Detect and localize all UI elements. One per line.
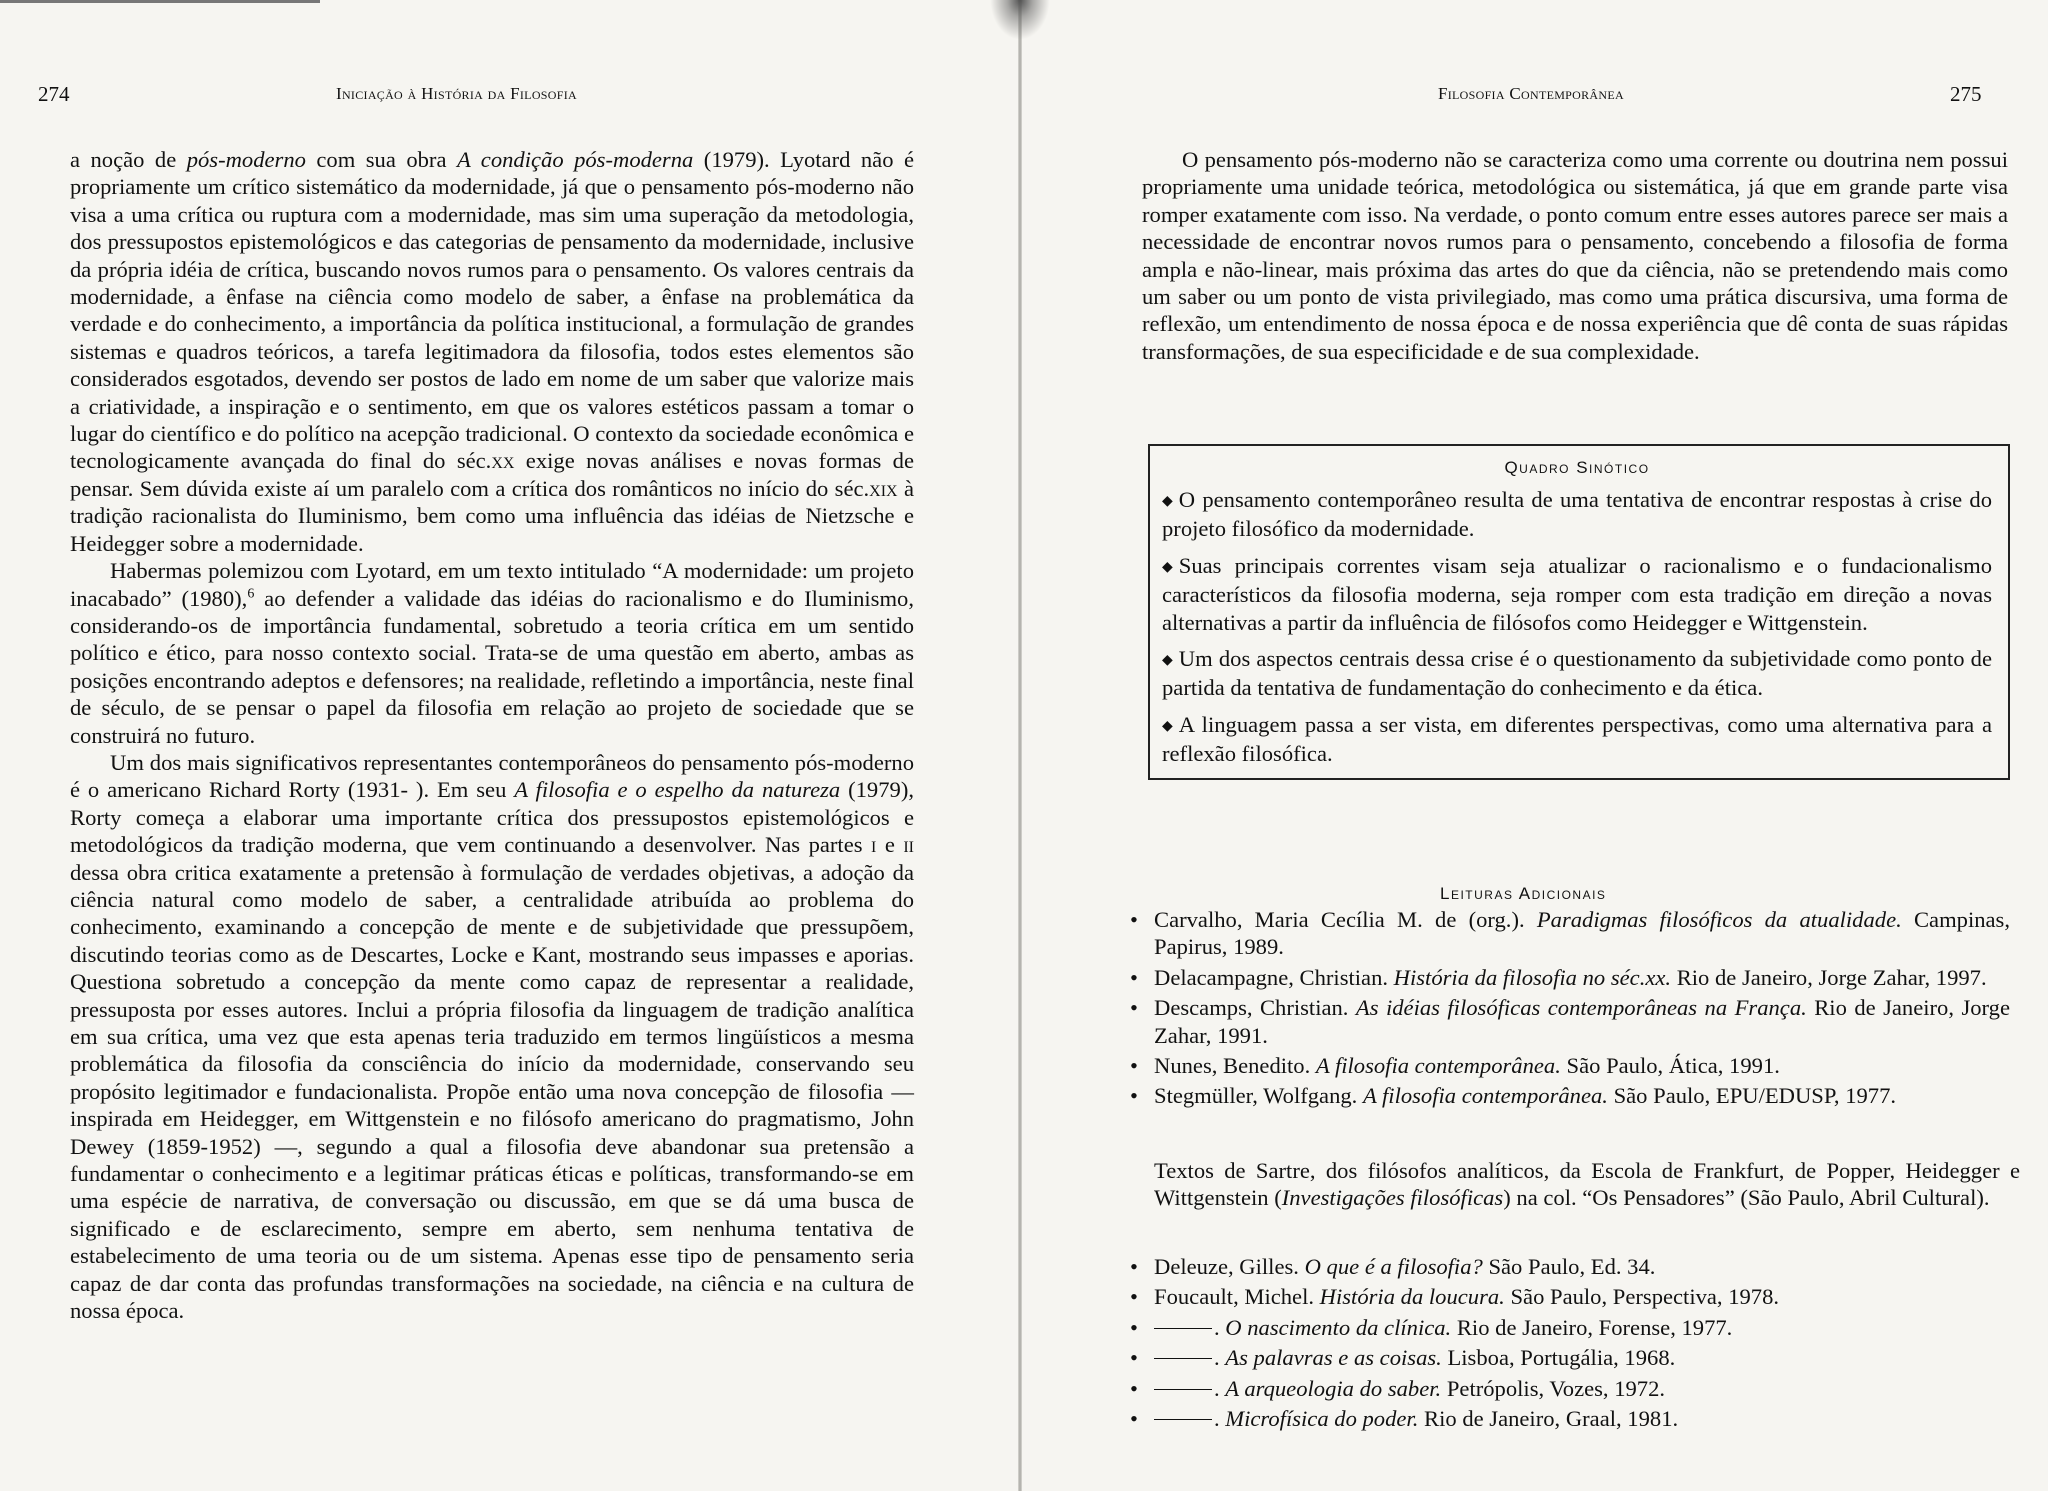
quadro-item-text: O pensamento contemporâneo resulta de uma tentativa de encontrar respostas à crise do projeto filosófico da modernidade. [1162,487,1992,542]
running-head-left: Iniciação à História da Filosofia [336,84,577,103]
body-paragraph [70,146,914,557]
reference-author: Foucault, Michel. [1154,1284,1320,1310]
body-paragraph [70,557,914,749]
quadro-item [1162,645,1992,702]
text-run: Um dos mais significativos representantes contemporâneos do pensamento pós-moderno é o americano Richard Rorty (1931- ). Em seu [70,749,914,803]
reference-item [1130,1314,2010,1341]
bullet-icon: • [1130,1375,1138,1401]
reference-item [1130,1253,2010,1280]
reference-item [1130,994,2010,1049]
reference-publisher: Rio de Janeiro, Jorge Zahar, 1991. [1154,995,2010,1048]
page-number-right: 275 [1950,82,1982,106]
text-run: Habermas polemizou com Lyotard, em um texto intitulado “A modernidade: um projeto inacabado” (1980), [70,558,914,611]
ditto-dash [1154,1389,1212,1390]
bullet-icon: • [1130,964,1138,990]
reference-publisher: Lisboa, Portugália, 1968. [1441,1345,1676,1371]
bullet-icon: • [1130,995,1138,1021]
reference-item [1130,1052,2010,1079]
reference-item [1130,1405,2010,1432]
ditto-dash [1154,1419,1212,1420]
reference-title: História da loucura. [1319,1284,1505,1310]
quadro-item-text: Um dos aspectos centrais dessa crise é o questionamento da subjetividade como ponto de partida da tentativa de fundamentação do conhecimento e da ética. [1162,646,1992,701]
reference-list-a [1130,906,2010,1113]
reference-publisher: São Paulo, Perspectiva, 1978. [1504,1284,1780,1310]
reference-author: Nunes, Benedito. [1154,1053,1316,1079]
leituras-title: Leituras Adicionais [1440,884,1607,903]
ditto-dash [1154,1328,1212,1329]
body-paragraph [70,749,914,1325]
text-run: ) na col. “Os Pensadores” (São Paulo, Abril Cultural). [1503,1185,1990,1211]
reference-title: O que é a filosofia? [1304,1254,1483,1279]
bullet-icon: • [1130,907,1138,932]
italic-title: A filosofia e o espelho da natureza [514,777,841,803]
quadro-sinotico-box [1148,444,2010,780]
diamond-bullet-icon: ◆ [1162,559,1173,575]
bullet-icon: • [1130,1254,1138,1279]
text-run: dessa obra critica exatamente a pretensão à formulação de verdades objetivas, a adoção da ciência natural como modelo de saber, a centralidade atribuída ao problema do conhecimento, examinando a concepção de mente e de subjetividade que pressupõem, discutindo teorias como as de Descartes, Locke e Kant, mostrando seus impasses e aporias. Questiona sobretudo a concepção da mente como capaz de representar a realidade, pressuposta por esses autores. Inclui a própria filosofia da linguagem de tradição analítica em sua crítica, uma vez que esta apenas teria traduzido em termos lingüísticos a mesma problemática da filosofia da consciência do início da modernidade, conservando seu propósito legitimador e fundacionalista. Propõe então uma nova concepção de filosofia — inspirada em Heidegger, em Wittgenstein e no filósofo americano do pragmatismo, John Dewey (1859-1952) —, segundo a qual a filosofia deve abandonar sua pretensão a fundamentar o conhecimento e a legitimar práticas éticas e políticas, transformando-se em uma espécie de narrativa, de conversação ou discussão, em que se dá uma busca de significado e de esclarecimento, sempre em aberto, sem nenhuma tentativa de estabelecimento de uma teoria ou de um sistema. Apenas esse tipo de pensamento seria capaz de dar conta das profundas transformações na sociedade, na ciência e na cultura de nossa época. [70,859,914,1324]
reference-author: Carvalho, Maria Cecília M. de (org.). [1154,907,1537,932]
reference-author: . [1214,1345,1226,1371]
page-number-left: 274 [38,82,70,106]
reference-author: Descamps, Christian. [1154,995,1356,1021]
bullet-icon: • [1130,1314,1138,1340]
right-page [1020,0,2048,1491]
bullet-icon: • [1130,1083,1138,1109]
reference-author: . [1214,1406,1226,1432]
text-run: ao defender a validade das idéias do racionalismo e do Iluminismo, considerando-os de importância fundamental, sobretudo a teoria crítica em um sentido político e ético, para nosso contexto social. Trata-se de uma questão em aberto, ambas as posições encontrando adeptos e defensores; na realidade, refletindo a importância, neste final de século, de se pensar o papel da filosofia em relação ao projeto de sociedade que se construirá no futuro. [70,585,914,748]
reference-publisher: Rio de Janeiro, Jorge Zahar, 1997. [1671,964,1987,990]
reference-item [1130,1283,2010,1310]
reference-publisher: Campinas, Papirus, 1989. [1154,907,2010,960]
left-page [0,0,1020,1491]
reference-title: A filosofia contemporânea. [1362,1083,1608,1109]
reference-item [1130,1082,2010,1109]
reference-author: . [1214,1314,1226,1340]
reference-title: A filosofia contemporânea. [1315,1053,1561,1079]
text-run: i [871,832,877,858]
reference-title: As palavras e as coisas. [1225,1345,1442,1371]
text-run: à tradição racionalista do Iluminismo, bem como uma influência das idéias de Nietzsche e Heidegger sobre a modernidade. [70,475,914,556]
italic-title: Investigações filosóficas [1281,1185,1504,1211]
reference-item [1130,964,2010,991]
footnote-ref: 6 [247,585,255,601]
reference-author: Delacampagne, Christian. [1154,964,1394,990]
bullet-icon: • [1130,1345,1138,1371]
text-run: ii [903,832,914,858]
quadro-item [1162,486,1992,543]
textos-paragraph [1154,1157,2020,1212]
quadro-item-text: A linguagem passa a ser vista, em diferentes perspectivas, como uma alternativa para a reflexão filosófica. [1162,711,1992,767]
running-head-right: Filosofia Contemporânea [1438,84,1624,103]
reference-title: Paradigmas filosóficos da atualidade. [1536,907,1902,932]
reference-publisher: São Paulo, Ática, 1991. [1560,1053,1780,1079]
reference-list-b [1130,1253,2010,1435]
reference-publisher: São Paulo, Ed. 34. [1482,1254,1656,1279]
left-body-text [70,146,914,1324]
italic-title: pós-moderno [186,147,306,172]
intro-paragraph: O pensamento pós-moderno não se caracteriza como uma corrente ou doutrina nem possui propriamente uma unidade teórica, metodológica ou sistemática, já que em grande parte visa romper exatamente com isso. Na verdade, o ponto comum entre esses autores parece ser mais a necessidade de encontrar novos rumos para o pensamento, concebendo a filosofia de forma ampla e não-linear, mais próxima das artes do que da ciência, não se pretendendo mais como um saber ou um ponto de vista privilegiado, mas como uma prática discursiva, uma forma de reflexão, um entendimento de nossa época e de nossa experiência que dê conta de suas rápidas transformações, de sua especificidade e de sua complexidade. [1142,147,2008,364]
reference-title: A arqueologia do saber. [1225,1375,1442,1401]
quadro-title: Quadro Sinótico [1504,458,1650,477]
text-run: e [876,832,904,858]
reference-author: Deleuze, Gilles. [1154,1254,1305,1279]
diamond-bullet-icon: ◆ [1162,653,1173,669]
text-run: xx [491,448,515,474]
diamond-bullet-icon: ◆ [1162,494,1173,509]
right-intro [1142,146,2008,365]
quadro-item-text: Suas principais correntes visam seja atualizar o racionalismo e o fundacionalismo característicos da filosofia moderna, seja romper com esta tradição em direção a novas alternativas a partir da influência de filósofos como Heidegger e Wittgenstein. [1162,552,1992,635]
text-run: (1979), Rorty começa a elaborar uma importante crítica dos pressupostos epistemológicos e metodológicos da tradição moderna, que vem continuando a desenvolver. Nas partes [70,777,914,858]
reference-publisher: Rio de Janeiro, Forense, 1977. [1451,1314,1733,1340]
quadro-items [1162,486,1992,768]
reference-publisher: Petrópolis, Vozes, 1972. [1441,1375,1666,1401]
reference-publisher: São Paulo, EPU/EDUSP, 1977. [1607,1083,1897,1109]
reference-author: Stegmüller, Wolfgang. [1154,1083,1363,1109]
diamond-bullet-icon: ◆ [1162,718,1173,734]
text-run: Textos de Sartre, dos filósofos analíticos, da Escola de Frankfurt, de Popper, Heidegger e Wittgenstein ( [1154,1158,2020,1211]
text-run: exige novas análises e novas formas de pensar. Sem dúvida existe aí um paralelo com a crítica dos românticos no início do séc. [70,448,914,501]
reference-title: Microfísica do poder. [1225,1406,1419,1432]
text-run: com sua obra [305,147,457,172]
reference-item [1130,906,2010,961]
reference-title: História da filosofia no séc.xx. [1393,964,1672,990]
text-run: (1979). Lyotard não é propriamente um crítico sistemático da modernidade, já que o pensamento pós-moderno não visa a uma crítica ou ruptura com a modernidade, mas sim uma superação da metodologia, dos pressupostos epistemológicos e das categorias de pensamento da modernidade, inclusive da própria idéia de crítica, buscando novos rumos para o pensamento. Os valores centrais da modernidade, a ênfase na ciência como modelo de saber, a ênfase na problemática da verdade e do conhecimento, a importância da política institucional, a formulação de grandes sistemas e quadros teóricos, a tarefa legitimadora da filosofia, todos estes elementos são considerados esgotados, devendo ser postos de lado em nome de um saber que valorize mais a criatividade, a inspiração e o sentimento, em que os valores estéticos passam a tomar o lugar do científico e do político na acepção tradicional. O contexto da sociedade econômica e tecnologicamente avançada do final do séc. [70,147,914,474]
italic-title: A condição pós-moderna [456,147,694,172]
reference-title: O nascimento da clínica. [1225,1314,1452,1340]
quadro-item [1162,552,1992,636]
reference-title: As idéias filosóficas contemporâneas na França. [1355,995,1807,1021]
quadro-item [1162,711,1992,768]
text-run: xix [869,475,898,501]
bullet-icon: • [1130,1284,1138,1310]
bullet-icon: • [1130,1053,1138,1079]
reference-item [1130,1375,2010,1402]
bullet-icon: • [1130,1406,1138,1432]
text-run: a noção de [70,147,187,172]
ditto-dash [1154,1358,1212,1359]
reference-item [1130,1344,2010,1371]
reference-author: . [1214,1375,1226,1401]
reference-publisher: Rio de Janeiro, Graal, 1981. [1418,1406,1679,1432]
